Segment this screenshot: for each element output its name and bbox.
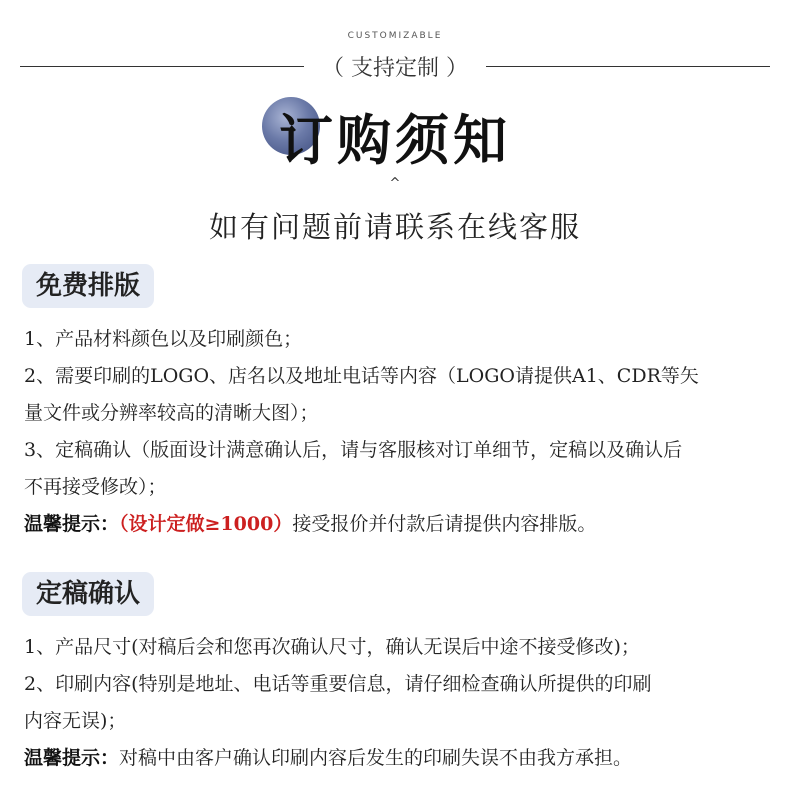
- tip-label: 温馨提示：: [24, 513, 120, 535]
- tip-line: [24, 506, 769, 543]
- list-item: 2、需要印刷的LOGO、店名以及地址电话等内容（LOGO请提供A1、CDR等矢: [24, 365, 699, 387]
- contact-notice: 如有问题前请联系在线客服: [208, 210, 581, 244]
- tip-highlight: （设计定做≥1000）: [119, 513, 293, 535]
- section-final-confirm-body: [24, 629, 769, 777]
- page-title: 订购须知: [279, 108, 511, 172]
- tip-line: [24, 740, 769, 777]
- list-item: 3、定稿确认（版面设计满意确认后，请与客服核对订单细节，定稿以及确认后: [24, 439, 683, 461]
- subtitle-row: [20, 50, 770, 82]
- eyebrow-text: CUSTOMIZABLE: [347, 31, 443, 41]
- tip-label: 温馨提示：: [24, 747, 120, 769]
- caret-mark: ^: [389, 176, 401, 191]
- right-divider: [486, 66, 770, 67]
- title-block: [0, 92, 790, 172]
- subtitle: （ 支持定制 ）: [322, 55, 468, 81]
- list-item: 1、产品尺寸(对稿后会和您再次确认尺寸，确认无误后中途不接受修改)；: [24, 636, 640, 658]
- tip-text: 对稿中由客户确认印刷内容后发生的印刷失误不由我方承担。: [119, 747, 633, 769]
- list-item: 1、产品材料颜色以及印刷颜色；: [24, 328, 303, 350]
- tip-text: 接受报价并付款后请提供内容排版。: [292, 513, 597, 535]
- left-divider: [20, 66, 304, 67]
- section-label-free-layout: 免费排版: [22, 264, 154, 308]
- list-item: 2、印刷内容(特别是地址、电话等重要信息，请仔细检查确认所提供的印刷: [24, 673, 652, 695]
- list-item: 不再接受修改）；: [24, 476, 167, 498]
- section-free-layout-body: [24, 321, 769, 543]
- section-label-final-confirm: 定稿确认: [22, 572, 154, 616]
- list-item: 量文件或分辨率较高的清晰大图）；: [24, 402, 319, 424]
- list-item: 内容无误)；: [24, 710, 127, 732]
